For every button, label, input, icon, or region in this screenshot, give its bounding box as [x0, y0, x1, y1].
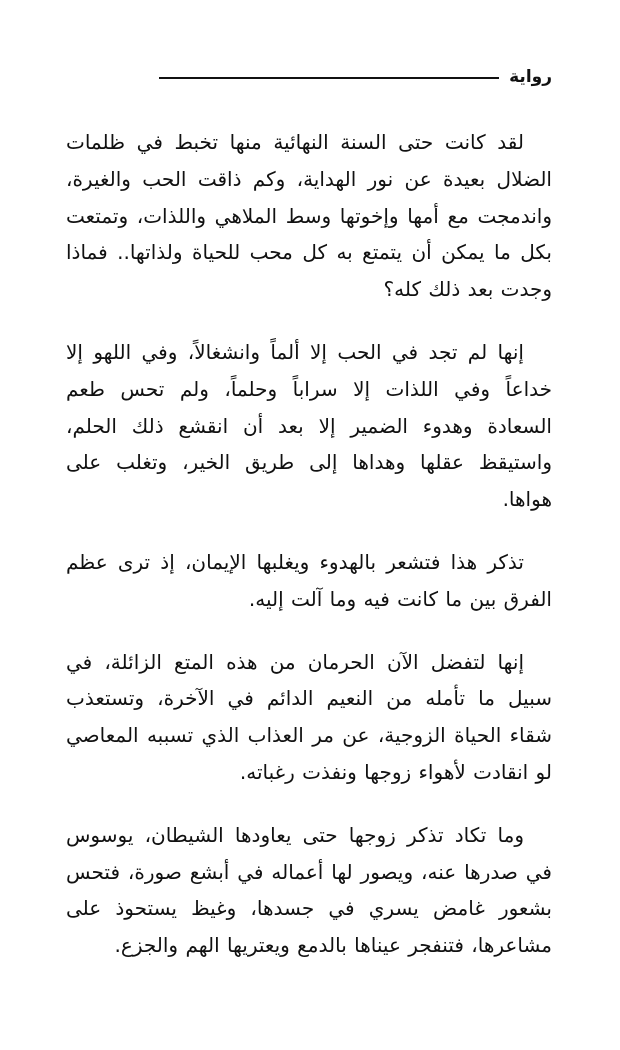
running-header-title: رواية: [509, 67, 552, 87]
paragraph-5: وما تكاد تذكر زوجها حتى يعاودها الشيطان، يوسوس في صدرها عنه، ويصور لها أعماله في أبشع صورة، فتحس بشعور غامض يسري في جسدها، وغيظ يستحوذ على مشاعرها، فتنفجر عيناها بالدمع ويعتريها الهم والجزع.: [66, 822, 552, 958]
paragraph-2: إنها لم تجد في الحب إلا ألماً وانشغالاً، وفي اللهو إلا خداعاً وفي اللذات إلا سراباً وحلماً، ولم تحس طعم السعادة وهدوء الضمير إلا بعد أن انقشع ذلك الحلم، واستيقظ عقلها وهداها إلى طريق الخير، وتغلب على هواها.: [66, 339, 552, 512]
header-rule: [159, 77, 499, 79]
paragraph-1: لقد كانت حتى السنة النهائية منها تخبط في ظلمات الضلال بعيدة عن نور الهداية، وكم ذاقت الحب والغيرة، واندمجت مع أمها وإخوتها وسط الملاهي واللذات، وتمتعت بكل ما يمكن أن يتمتع به كل محب للحياة ولذاتها.. فماذا وجدت بعد ذلك كله؟: [66, 130, 552, 302]
body-text: [66, 124, 552, 990]
paragraph-4: إنها لتفضل الآن الحرمان من هذه المتع الزائلة، في سبيل ما تأمله من النعيم الدائم في الآخرة، وتستعذب شقاء الحياة الزوجية، عن مر العذاب الذي تسببه المعاصي لو انقادت لأهواء زوجها ونفذت رغباته.: [66, 649, 552, 784]
paragraph-3: تذكر هذا فتشعر بالهدوء ويغلبها الإيمان، إذ ترى عظم الفرق بين ما كانت فيه وما آلت إليه.: [66, 549, 552, 611]
running-header: [66, 62, 552, 92]
book-page: [66, 0, 552, 1050]
